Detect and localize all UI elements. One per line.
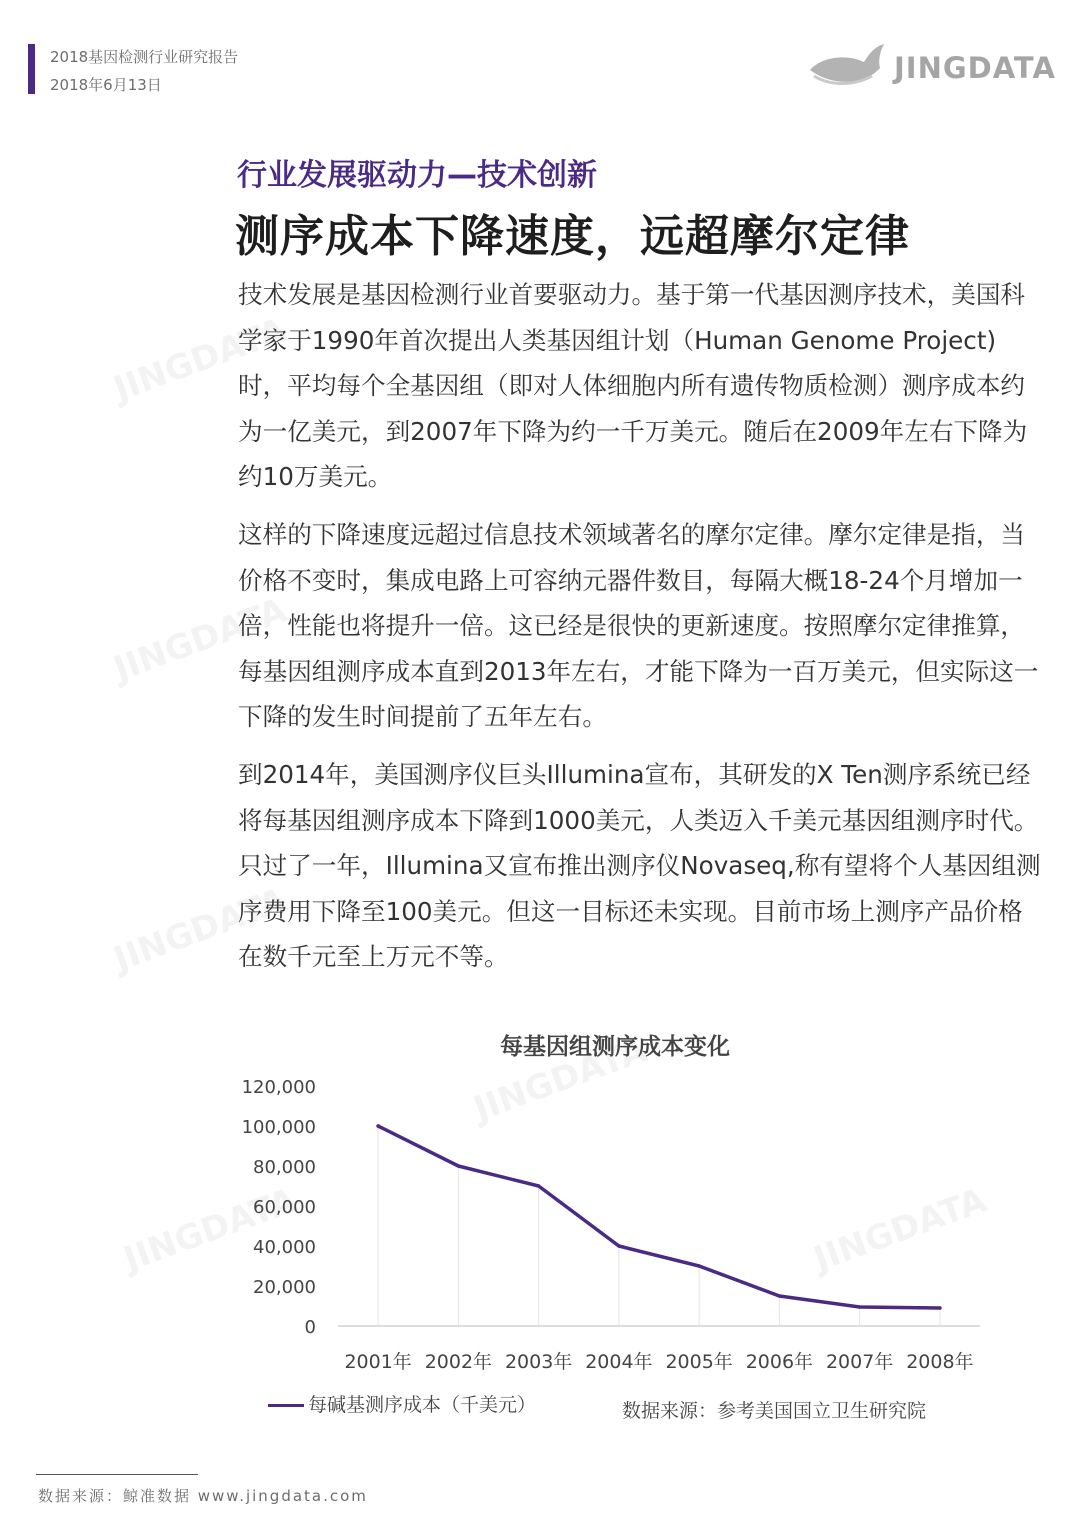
paragraph: 技术发展是基因检测行业首要驱动力。基于第一代基因测序技术，美国科学家于1990年首次提出人类基因组计划（Human Genome Project)时，平均每个全基因组（即对人体细胞内所有遗传物质检测）测序成本约为一亿美元，到2007年下降为约一千万美元。随后在2009年左右下降为约10万美元。 <box>238 280 1028 492</box>
legend-label: 每碱基测序成本（千美元） <box>308 1394 537 1416</box>
footer-divider <box>36 1474 198 1475</box>
y-tick-label: 120,000 <box>241 1077 316 1098</box>
x-tick-label: 2007年 <box>825 1351 894 1373</box>
y-tick-label: 100,000 <box>241 1117 316 1138</box>
legend-swatch <box>268 1404 304 1407</box>
x-tick-label: 2004年 <box>585 1351 653 1373</box>
jingdata-logo <box>804 40 1054 98</box>
chart-source-note: 数据来源：参考美国国立卫生研究院 <box>622 1400 927 1422</box>
page-title: 测序成本下降速度，远超摩尔定律 <box>235 211 910 262</box>
x-tick-label: 2005年 <box>665 1351 733 1373</box>
chart-legend <box>268 1390 536 1417</box>
x-tick-label: 2003年 <box>504 1351 573 1373</box>
data-point <box>457 1164 461 1168</box>
y-tick-label: 80,000 <box>253 1157 316 1178</box>
data-point <box>617 1244 621 1248</box>
data-point <box>858 1305 862 1309</box>
x-tick-label: 2008年 <box>906 1351 974 1373</box>
report-title: 2018基因检测行业研究报告 <box>50 48 239 66</box>
data-point <box>938 1306 942 1310</box>
paragraph: 这样的下降速度远超过信息技术领域著名的摩尔定律。摩尔定律是指，当价格不变时，集成电路上可容纳元器件数目，每隔大概18-24个月增加一倍，性能也将提升一倍。这已经是很快的更新速度。按照摩尔定律推算，每基因组测序成本直到2013年左右，才能下降为一百万美元，但实际这一下降的发生时间提前了五年左右。 <box>238 520 1039 732</box>
report-date: 2018年6月13日 <box>50 76 162 94</box>
x-tick-label: 2006年 <box>745 1351 814 1373</box>
chart-title: 每基因组测序成本变化 <box>500 1034 730 1060</box>
data-point <box>778 1294 782 1298</box>
y-tick-label: 60,000 <box>253 1197 316 1218</box>
data-point <box>376 1124 380 1128</box>
data-point <box>537 1184 541 1188</box>
whale-icon <box>804 40 894 98</box>
data-point <box>697 1264 701 1268</box>
x-tick-label: 2002年 <box>424 1351 493 1373</box>
x-tick-label: 2001年 <box>344 1351 412 1373</box>
cost-line-chart <box>230 1020 1010 1440</box>
header-accent-bar <box>28 44 35 94</box>
y-tick-label: 0 <box>304 1317 316 1338</box>
y-tick-label: 40,000 <box>253 1237 316 1258</box>
paragraph: 到2014年，美国测序仪巨头Illumina宣布，其研发的X Ten测序系统已经将每基因组测序成本下降到1000美元，人类迈入千美元基因组测序时代。只过了一年，Illumina又宣布推出测序仪Novaseq,称有望将个人基因组测序费用下降至100美元。但这一目标还未实现。目前市场上测序产品价格在数千元至上万元不等。 <box>238 760 1041 972</box>
y-tick-label: 20,000 <box>253 1277 316 1298</box>
logo-text: JINGDATA <box>894 51 1056 85</box>
chart-plot <box>230 1020 1010 1380</box>
series-line <box>378 1126 940 1308</box>
section-subtitle: 行业发展驱动力—技术创新 <box>237 158 597 193</box>
footer-source: 数据来源：鲸准数据 www.jingdata.com <box>38 1487 368 1505</box>
